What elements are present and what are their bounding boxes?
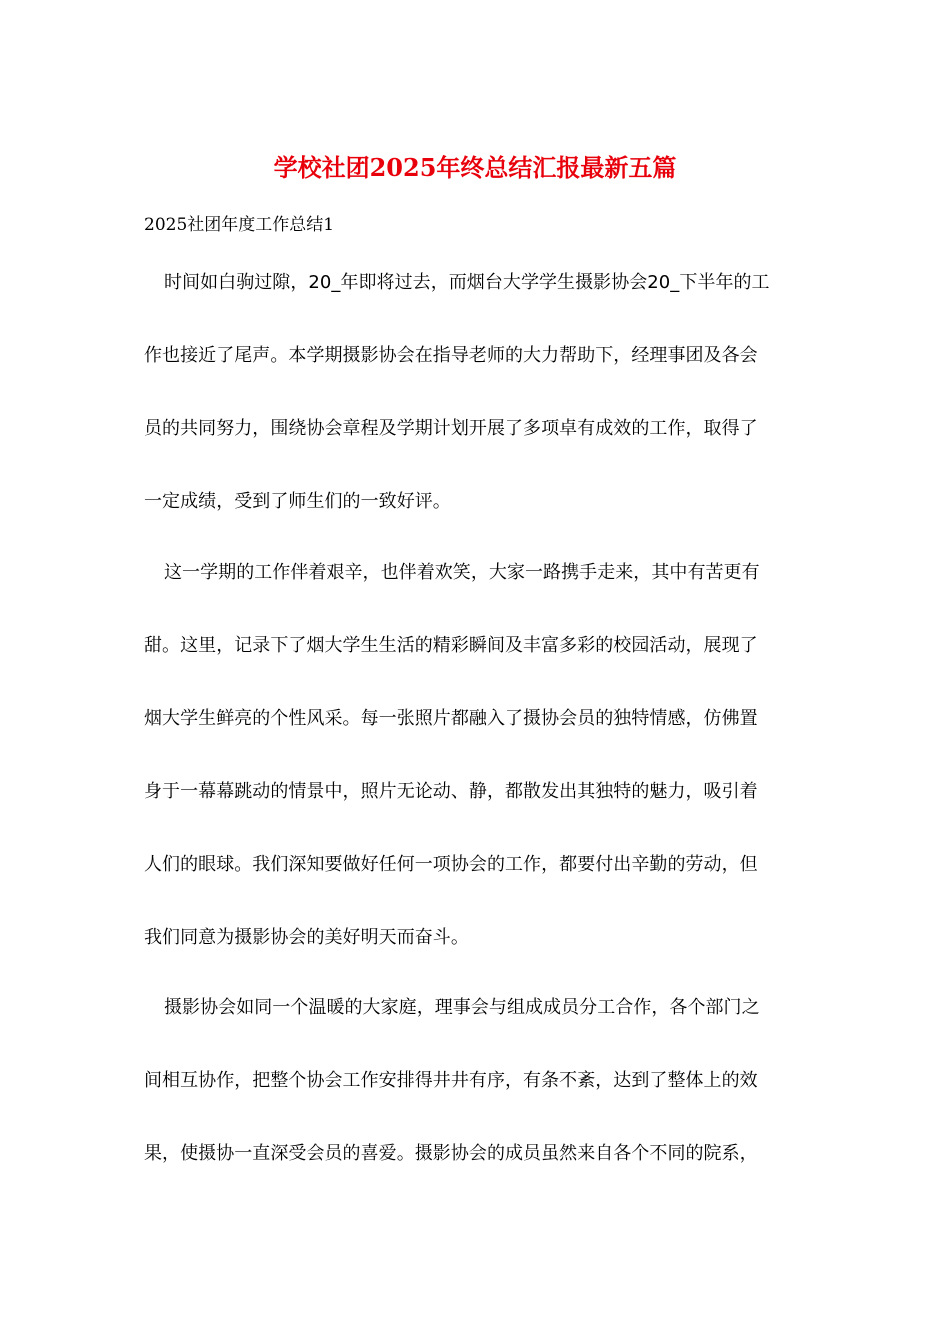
- paragraph-line: 身于一幕幕跳动的情景中，照片无论动、静，都散发出其独特的魅力，吸引着: [144, 781, 758, 802]
- paragraph-line: 果，使摄协一直深受会员的喜爱。摄影协会的成员虽然来自各个不同的院系，: [144, 1143, 758, 1164]
- paragraph-line: 烟大学生鲜亮的个性风采。每一张照片都融入了摄协会员的独特情感，仿佛置: [144, 708, 758, 729]
- paragraph-1: [144, 268, 808, 560]
- paragraph-line: 时间如白驹过隙，20_年即将过去，而烟台大学学生摄影协会20_下半年的工: [164, 272, 770, 293]
- paragraph-line: 人们的眼球。我们深知要做好任何一项协会的工作，都要付出辛勤的劳动，但: [144, 854, 758, 875]
- paragraph-line: 作也接近了尾声。本学期摄影协会在指导老师的大力帮助下，经理事团及各会: [144, 345, 758, 366]
- paragraph-3: [144, 993, 808, 1212]
- paragraph-line: 我们同意为摄影协会的美好明天而奋斗。: [144, 927, 469, 948]
- paragraph-line: 这一学期的工作伴着艰辛，也伴着欢笑，大家一路携手走来，其中有苦更有: [164, 562, 760, 583]
- paragraph-2: [144, 558, 808, 996]
- paragraph-line: 甜。这里，记录下了烟大学生生活的精彩瞬间及丰富多彩的校园活动，展现了: [144, 635, 758, 656]
- section-heading: 2025社团年度工作总结1: [144, 215, 335, 235]
- paragraph-line: 间相互协作，把整个协会工作安排得井井有序，有条不紊，达到了整体上的效: [144, 1070, 758, 1091]
- document-title: 学校社团2025年终总结汇报最新五篇: [273, 153, 677, 182]
- paragraph-line: 摄影协会如同一个温暖的大家庭，理事会与组成成员分工合作，各个部门之: [164, 997, 760, 1018]
- paragraph-line: 员的共同努力，围绕协会章程及学期计划开展了多项卓有成效的工作，取得了: [144, 418, 758, 439]
- paragraph-line: 一定成绩，受到了师生们的一致好评。: [144, 491, 451, 512]
